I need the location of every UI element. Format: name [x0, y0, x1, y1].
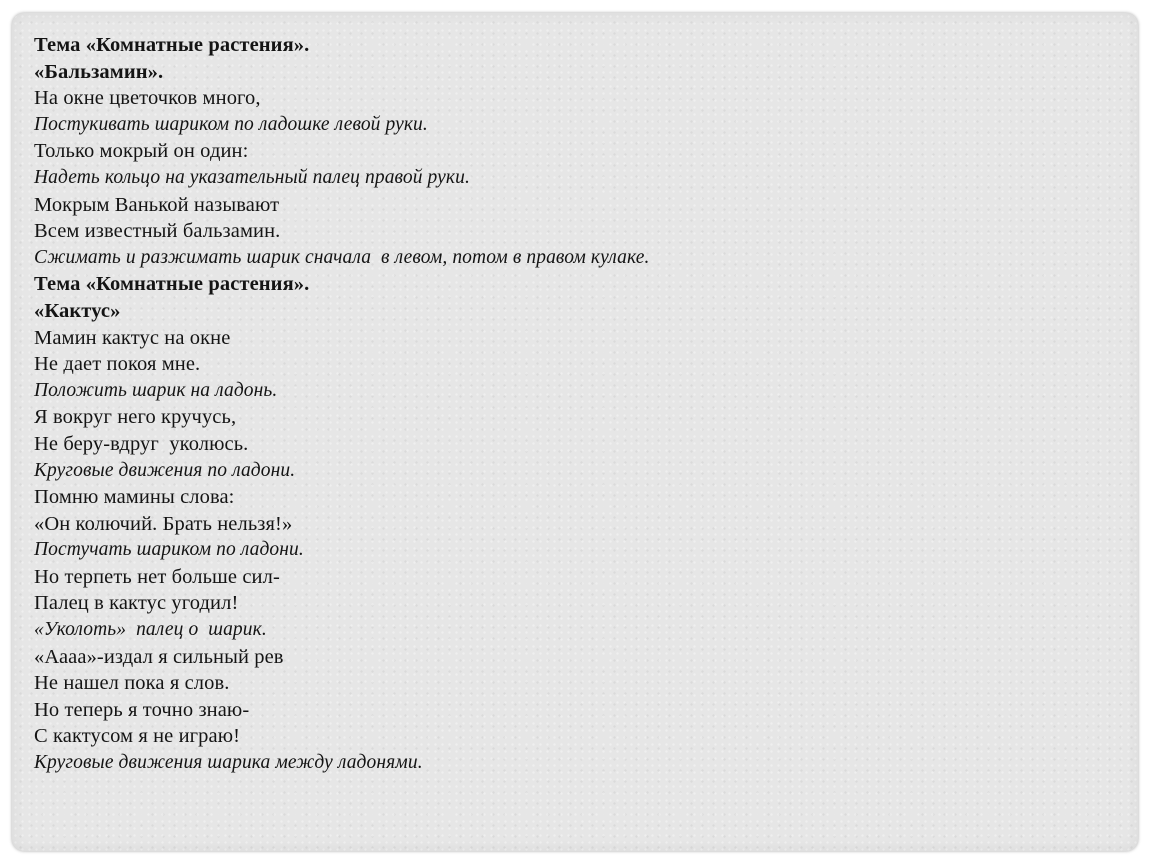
verse-line: Но терпеть нет больше сил- [34, 565, 280, 588]
instruction-line: Постукивать шариком по ладошке левой руки. [34, 113, 428, 135]
poem-title: «Кактус» [34, 299, 121, 322]
slide-card [12, 13, 1138, 851]
verse-line: Не беру-вдруг уколюсь. [34, 432, 249, 455]
verse-line: Я вокруг него кручусь, [34, 406, 237, 429]
verse-line: На окне цветочков много, [34, 87, 261, 110]
instruction-line: Положить шарик на ладонь. [34, 379, 278, 401]
instruction-line: Надеть кольцо на указательный палец правой руки. [34, 166, 470, 188]
instruction-line: Круговые движения по ладони. [34, 459, 296, 481]
verse-line: Палец в кактус угодил! [34, 592, 239, 615]
verse-line: Но теперь я точно знаю- [34, 698, 250, 721]
instruction-line: Сжимать и разжимать шарик сначала в левом, потом в правом кулаке. [34, 246, 650, 268]
verse-line: Не нашел пока я слов. [34, 672, 230, 695]
verse-line: Помню мамины слова: [34, 486, 235, 509]
poem-title: «Бальзамин». [34, 60, 164, 83]
topic-heading: Тема «Комнатные растения». [34, 34, 310, 56]
verse-line: Не дает покоя мне. [34, 353, 201, 376]
verse-line: С кактусом я не играю! [34, 725, 241, 748]
verse-line: Всем известный бальзамин. [34, 220, 281, 243]
instruction-line: «Уколоть» палец о шарик. [34, 619, 267, 641]
verse-line: Мокрым Ванькой называют [34, 193, 280, 216]
topic-heading: Тема «Комнатные растения». [34, 273, 310, 296]
verse-line: Мамин кактус на окне [34, 326, 231, 349]
verse-line: Только мокрый он один: [34, 140, 249, 163]
instruction-line: Круговые движения шарика между ладонями. [34, 752, 423, 774]
text-body [34, 32, 1124, 777]
instruction-line: Постучать шариком по ладони. [34, 539, 304, 561]
verse-line: «Аааа»-издал я сильный рев [34, 645, 284, 668]
verse-line: «Он колючий. Брать нельзя!» [34, 512, 293, 535]
